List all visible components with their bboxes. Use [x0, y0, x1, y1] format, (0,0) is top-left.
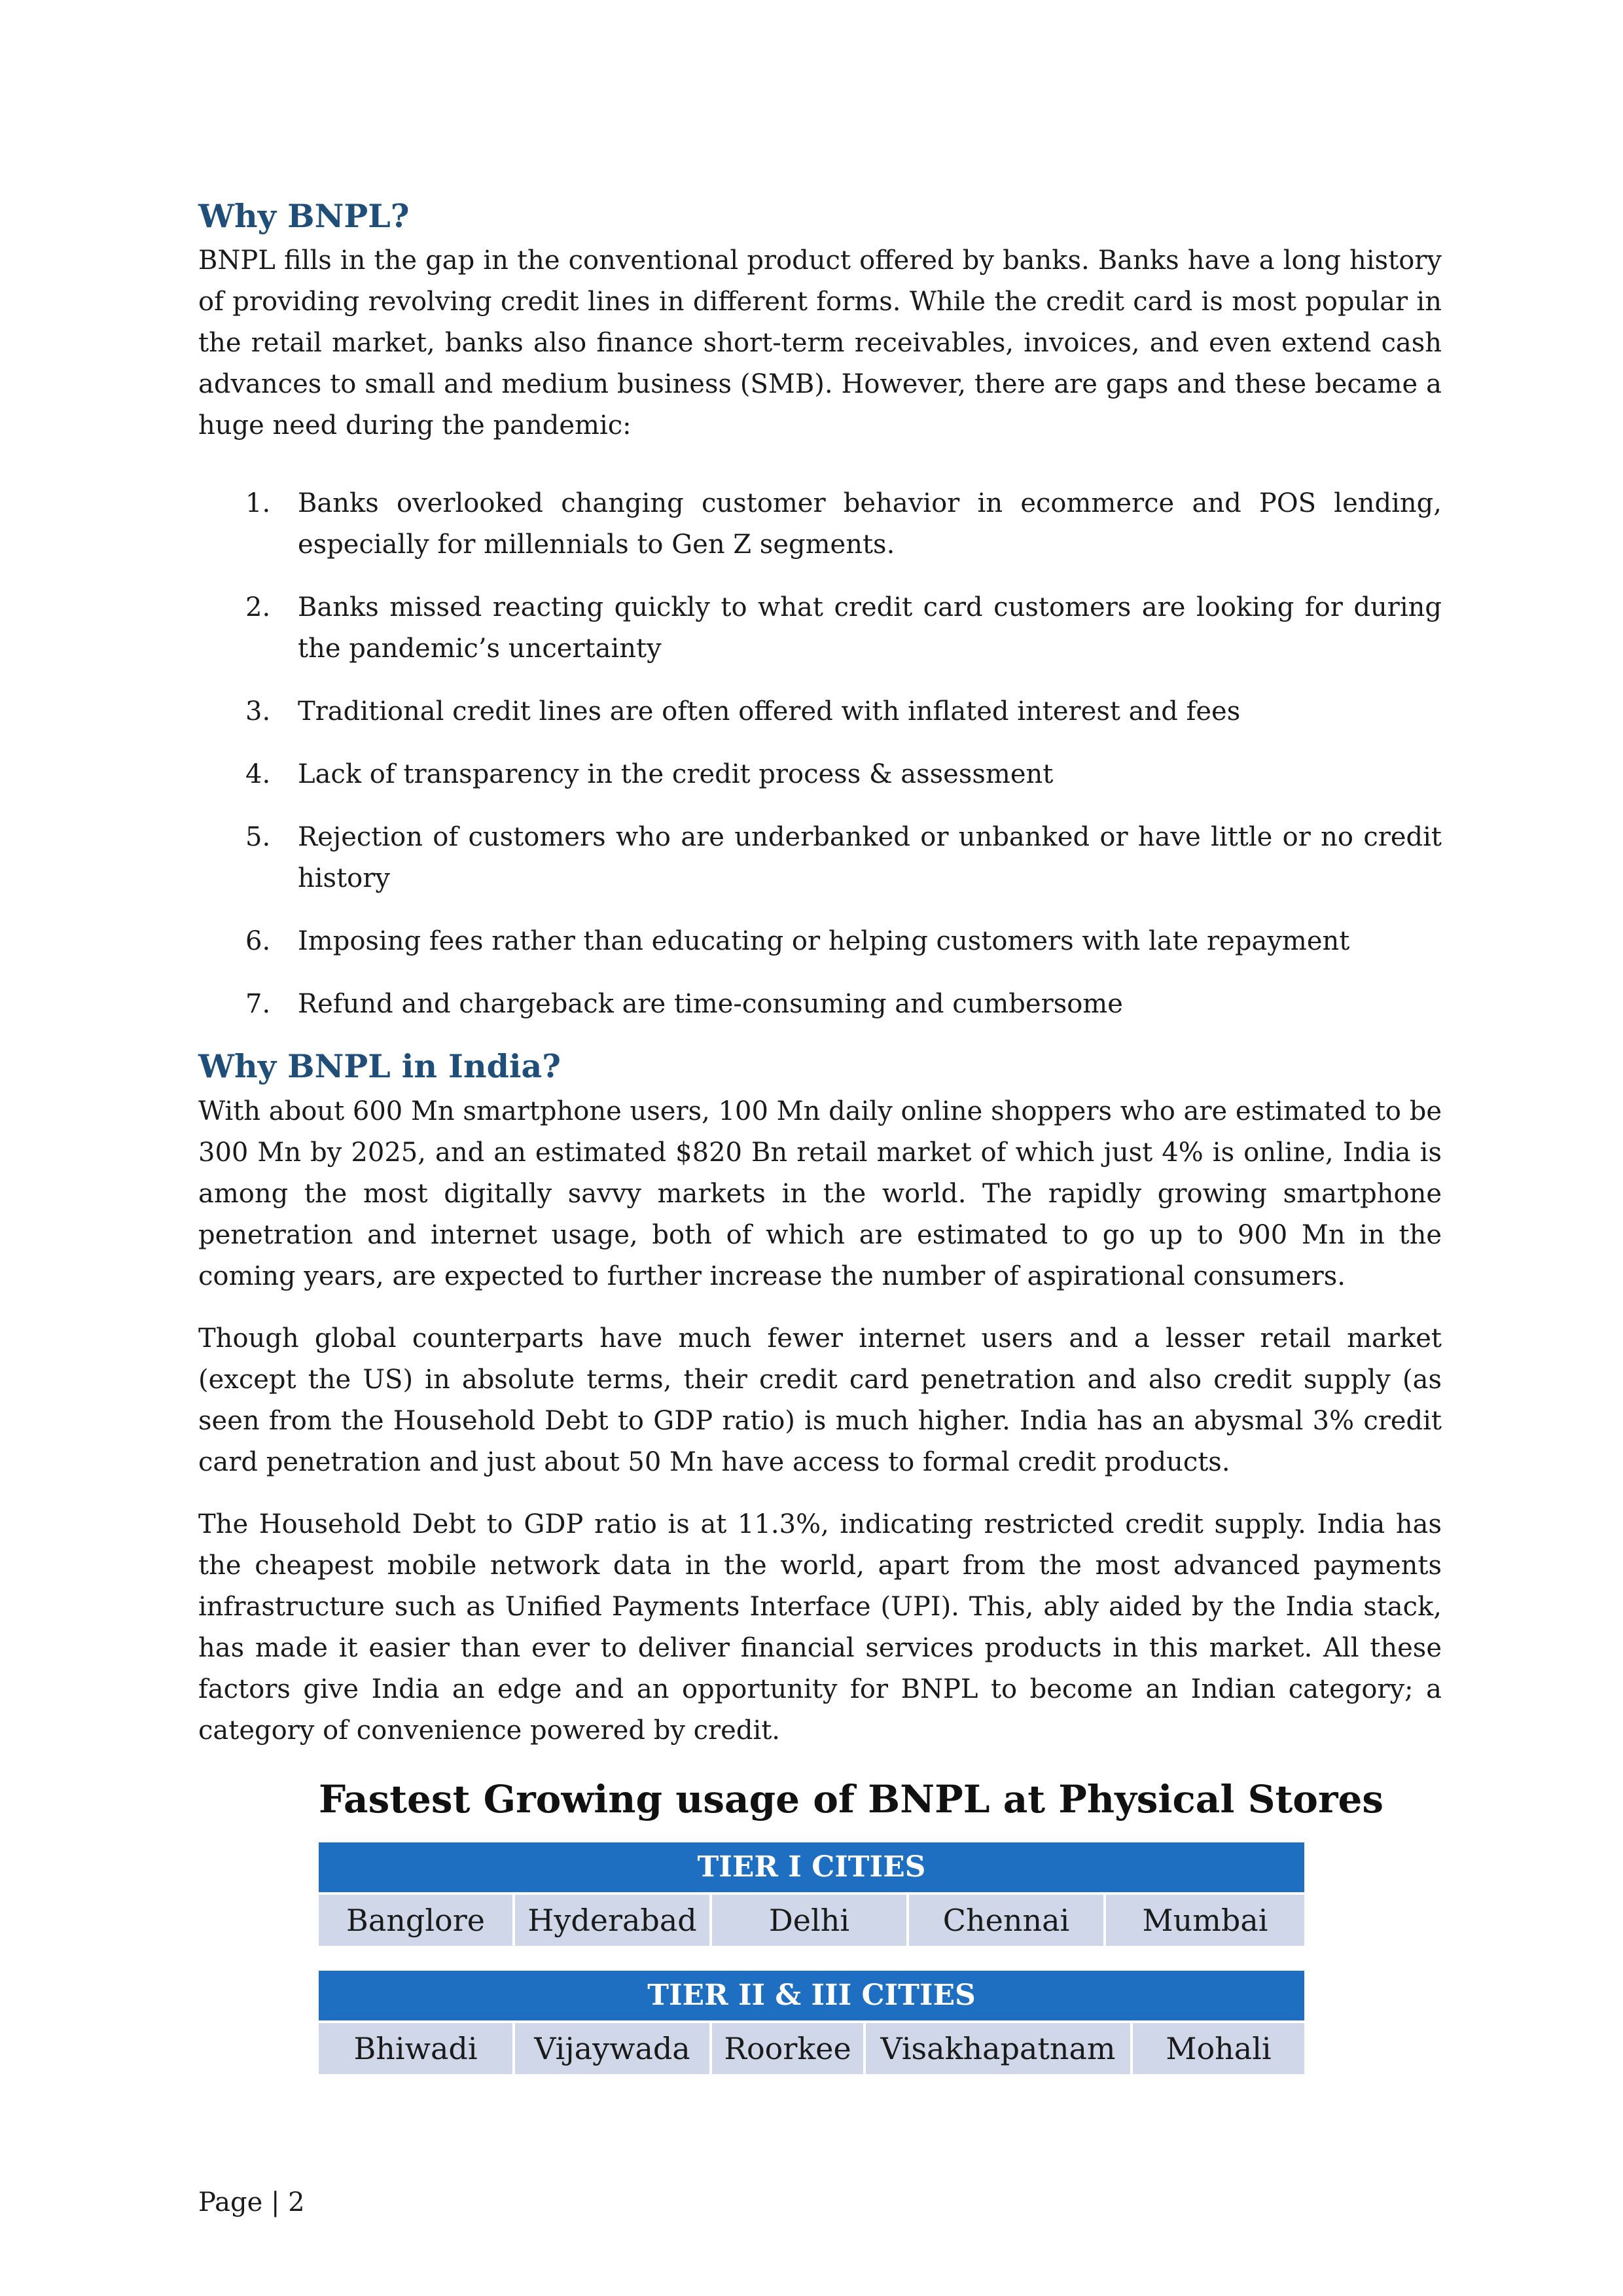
city-cell: Delhi	[712, 1895, 906, 1946]
body-paragraph: With about 600 Mn smartphone users, 100 Mn daily online shoppers who are estimated to be 300 Mn by 2025, and an estimated $820 Bn retail market of which just 4% is online, India is among the most digitally savvy markets in the world. The rapidly growing smartphone penetration and internet usage, both of which are estimated to go up to 900 Mn in the coming years, are expected to further increase the number of aspirational consumers.	[198, 1096, 1442, 1291]
infographic-title: Fastest Growing usage of BNPL at Physical Stores	[319, 1777, 1384, 1821]
city-cell: Hyderabad	[515, 1895, 709, 1946]
list-item	[198, 691, 1442, 732]
list-item	[198, 984, 1442, 1025]
list-number: 2.	[245, 592, 271, 623]
tier-1-table	[319, 1842, 1304, 1946]
list-text: Banks overlooked changing customer behavior in ecommerce and POS lending, especially for millennials to Gen Z segments.	[298, 488, 1442, 560]
section-why-bnpl-india	[198, 1047, 1442, 1751]
list-number: 5.	[245, 822, 271, 853]
list-item	[198, 817, 1442, 899]
city-cell: Bhiwadi	[319, 2023, 512, 2074]
list-number: 6.	[245, 926, 271, 957]
list-number: 3.	[245, 696, 271, 727]
city-cell: Vijaywada	[515, 2023, 709, 2074]
city-row	[319, 1895, 1304, 1946]
bnpl-cities-infographic	[319, 1777, 1384, 2099]
list-text: Banks missed reacting quickly to what credit card customers are looking for during the pandemic’s uncertainty	[298, 592, 1442, 664]
tier-header: TIER II & III CITIES	[319, 1971, 1304, 2020]
list-text: Imposing fees rather than educating or helping customers with late repayment	[298, 926, 1350, 957]
gaps-list	[198, 483, 1442, 1025]
list-text: Rejection of customers who are underbanked or unbanked or have little or no credit history	[298, 822, 1442, 894]
city-row	[319, 2023, 1304, 2074]
intro-paragraph: BNPL fills in the gap in the conventional product offered by banks. Banks have a long history of providing revolving credit lines in different forms. While the credit card is most popular in the retail market, banks also finance short-term receivables, invoices, and even extend cash advances to small and medium business (SMB). However, there are gaps and these became a huge need during the pandemic:	[198, 245, 1442, 441]
city-cell: Banglore	[319, 1895, 512, 1946]
section-why-bnpl	[198, 196, 1442, 1025]
list-item	[198, 754, 1442, 795]
page-number: Page | 2	[198, 2187, 305, 2217]
list-text: Lack of transparency in the credit process & assessment	[298, 759, 1054, 790]
list-text: Traditional credit lines are often offered with inflated interest and fees	[298, 696, 1241, 727]
city-cell: Mohali	[1133, 2023, 1304, 2074]
section-heading: Why BNPL?	[198, 197, 410, 235]
list-number: 1.	[245, 488, 271, 519]
body-paragraph: The Household Debt to GDP ratio is at 11.3%, indicating restricted credit supply. India has the cheapest mobile network data in the world, apart from the most advanced payments infrastructure such as Unified Payments Interface (UPI). This, ably aided by the India stack, has made it easier than ever to deliver financial services products in this market. All these factors give India an edge and an opportunity for BNPL to become an Indian category; a category of convenience powered by credit.	[198, 1509, 1442, 1746]
body-paragraph: Though global counterparts have much fewer internet users and a lesser retail market (except the US) in absolute terms, their credit card penetration and also credit supply (as seen from the Household Debt to GDP ratio) is much higher. India has an abysmal 3% credit card penetration and just about 50 Mn have access to formal credit products.	[198, 1323, 1442, 1477]
city-cell: Visakhapatnam	[866, 2023, 1130, 2074]
list-number: 7.	[245, 989, 271, 1020]
list-number: 4.	[245, 759, 271, 790]
list-item	[198, 587, 1442, 670]
tier-header: TIER I CITIES	[319, 1842, 1304, 1892]
city-cell: Mumbai	[1106, 1895, 1304, 1946]
city-cell: Chennai	[909, 1895, 1103, 1946]
list-item	[198, 483, 1442, 565]
section-heading: Why BNPL in India?	[198, 1047, 561, 1086]
city-cell: Roorkee	[712, 2023, 863, 2074]
list-text: Refund and chargeback are time-consuming and cumbersome	[298, 989, 1123, 1020]
main-content	[198, 196, 1442, 1772]
list-item	[198, 921, 1442, 962]
tier-2-3-table	[319, 1971, 1304, 2074]
